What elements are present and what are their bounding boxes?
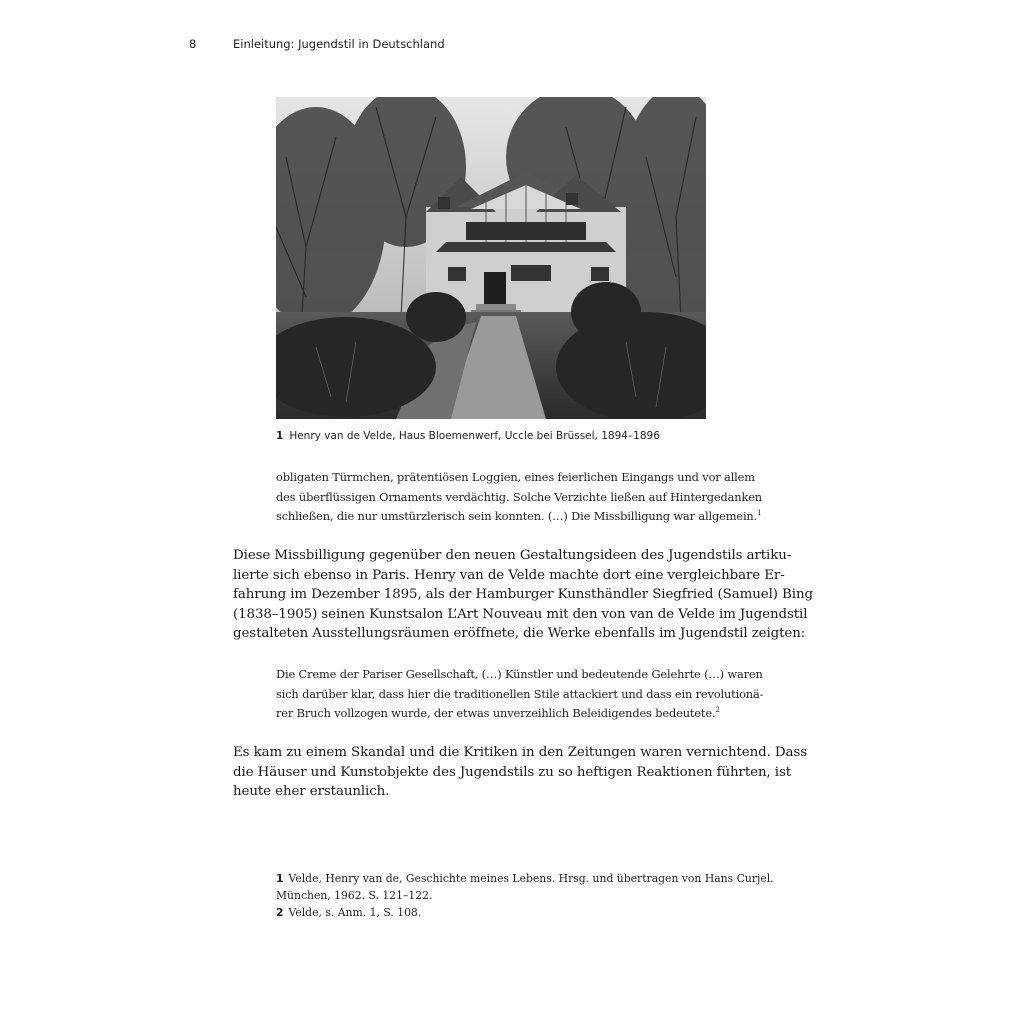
quote2-line: Die Creme der Pariser Gesellschaft, (…) Künstler und bedeutende Gelehrte (…) waren	[276, 667, 763, 681]
footnote-2	[276, 904, 749, 921]
quote2-line-text: rer Bruch vollzogen wurde, der etwas unverzeihlich Beleidigendes bedeutete.	[276, 706, 716, 720]
footnote-number: 2	[276, 906, 284, 919]
figure-caption-text: Henry van de Velde, Haus Bloemenwerf, Uccle bei Brüssel, 1894–1896	[289, 430, 660, 442]
paragraph1-line: fahrung im Dezember 1895, als der Hamburger Kunsthändler Siegfried (Samuel) Bing	[233, 587, 813, 603]
page-number: 8	[189, 37, 197, 51]
footnote-ref-2[interactable]: 2	[715, 706, 720, 714]
running-title: Einleitung: Jugendstil in Deutschland	[233, 37, 445, 51]
figure-number: 1	[276, 430, 284, 442]
figure-photo-haus-bloemenwerf	[276, 97, 706, 419]
footnote-1-line-2: München, 1962. S. 121–122.	[276, 889, 433, 902]
quote2-line-last	[276, 704, 749, 724]
quote1-line-text: schließen, die nur umstürzlerisch sein konnten. (…) Die Missbilligung war allgemein.	[276, 509, 758, 523]
paragraph2-line: Es kam zu einem Skandal und die Kritiken in den Zeitungen waren vernichtend. Dass	[233, 745, 807, 760]
footnote-1	[276, 870, 774, 904]
paragraph2-line: die Häuser und Kunstobjekte des Jugendstils zu so heftigen Reaktionen führten, ist	[233, 764, 792, 780]
footnotes	[276, 870, 774, 921]
figure-caption	[276, 430, 756, 442]
quote1-line-last	[276, 507, 762, 527]
running-header	[0, 37, 1024, 55]
paragraph1-line: Diese Missbilligung gegenüber den neuen Gestaltungsideen des Jugendstils artiku-	[233, 548, 792, 563]
footnote-1-line-1	[276, 870, 774, 887]
quote1-line: obligaten Türmchen, prätentiösen Loggien, eines feierlichen Eingangs und vor allem	[276, 470, 755, 484]
body-paragraph-2	[233, 743, 807, 802]
body-paragraph-1	[233, 546, 813, 644]
paragraph1-line: (1838–1905) seinen Kunstsalon L’Art Nouveau mit den von van de Velde im Jugendstil	[233, 606, 808, 622]
block-quote-2	[276, 665, 764, 724]
block-quote-1	[276, 468, 762, 527]
footnote-text: Velde, Henry van de, Geschichte meines Lebens. Hrsg. und übertragen von Hans Curjel.	[288, 872, 774, 885]
quote2-line: sich darüber klar, dass hier die traditionellen Stile attackiert und dass ein revolutionä-	[276, 686, 764, 701]
quote1-line: des überflüssigen Ornaments verdächtig. Solche Verzichte ließen auf Hintergedanken	[276, 489, 762, 504]
house-photo	[276, 97, 706, 419]
footnote-ref-1[interactable]: 1	[757, 509, 762, 517]
footnote-2-line-1	[276, 904, 749, 921]
footnote-text: Velde, s. Anm. 1, S. 108.	[288, 906, 422, 919]
footnote-number: 1	[276, 872, 284, 885]
paragraph1-line: lierte sich ebenso in Paris. Henry van de Velde machte dort eine vergleichbare Er-	[233, 567, 785, 583]
paragraph1-line: gestalteten Ausstellungsräumen eröffnete, die Werke ebenfalls im Jugendstil zeigten:	[233, 626, 806, 642]
paragraph2-line: heute eher erstaunlich.	[233, 784, 390, 800]
